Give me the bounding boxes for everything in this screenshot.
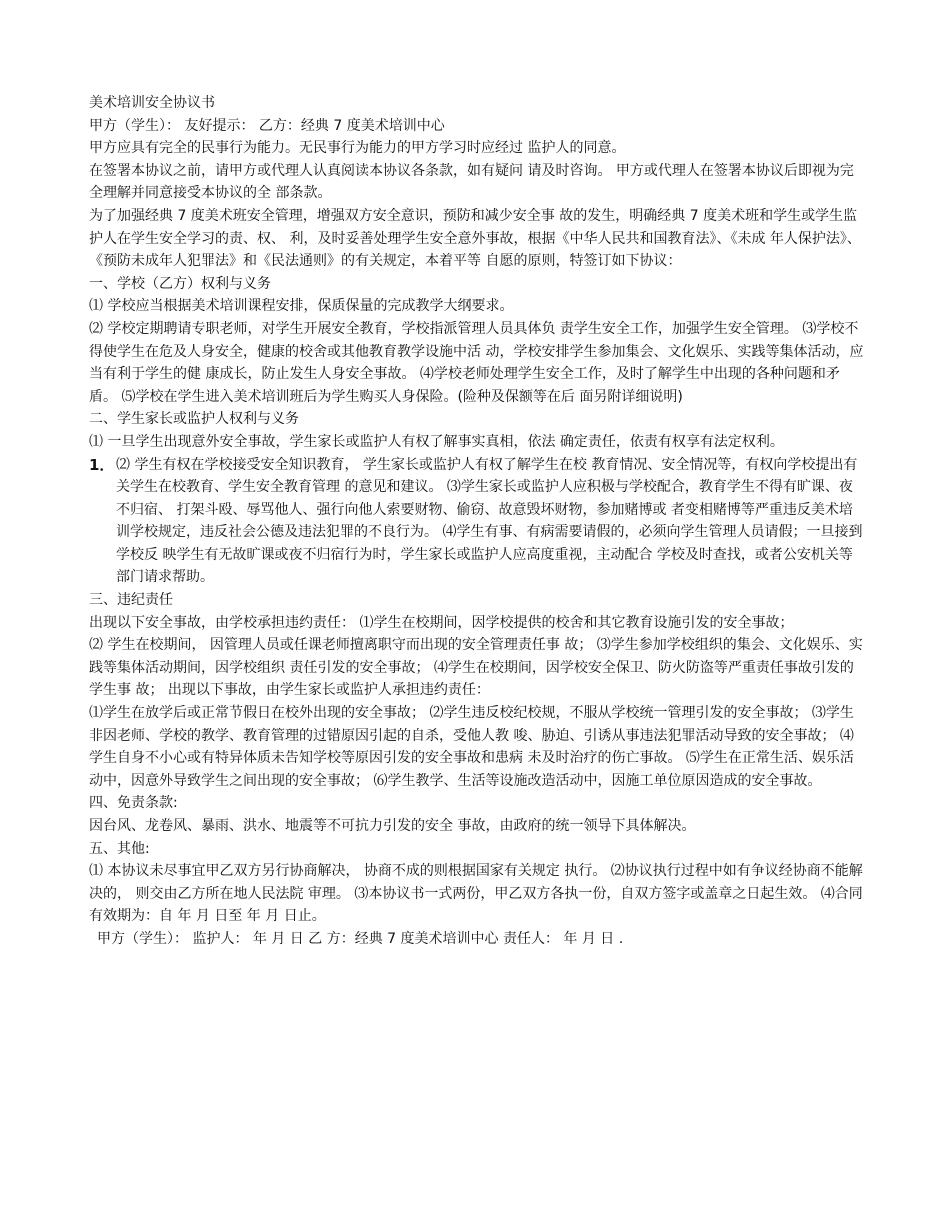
other-items: ⑴ 本协议未尽事宜甲乙双方另行协商解决， 协商不成的则根据国家有关规定 执行。 ⑵协议执行过程中如有争议经协商不能解决的， 则交由乙方所在地人民法院 审理。 ⑶本协议书一式两份，甲乙双方各执一份，自双方签字或盖章之日起生效。 ⑷合同有效期为：自 年 月 日至 年 月 日止。 — [89, 863, 863, 925]
document-title: 美术培训安全协议书 — [89, 95, 215, 111]
signature-line: 甲方（学生）： 监护人： 年 月 日 乙 方：经典 7 度美术培训中心 责任人： 年 月 日 . — [97, 930, 624, 947]
liability-school-items: ⑵ 学生在校期间， 因管理人员或任课老师擅离职守而出现的安全管理责任事 故； ⑶学生参加学校组织的集会、文化娱乐、实践等集体活动期间，因学校组织 责任引发的安全事故； ⑷学生在校期间，因学校安全保卫、防火防盗等严重责任事故引发的学生事 故； 出现以下事故，由学生家长或监护人承担违约责任： — [89, 637, 863, 699]
header-line: 甲方（学生）： 友好提示： 乙方：经典 7 度美术培训中心 — [89, 117, 445, 134]
paragraph-purpose: 为了加强经典 7 度美术班安全管理，增强双方安全意识，预防和减少安全事 故的发生，明确经典 7 度美术班和学生或学生监护人在学生安全学习的责、权、 利，及时妥善处理学生安全意外事故，根据《中华人民共和国教育法》、《未成 年人保护法》、《预防未成年人犯罪法》和《民法通则》的有关规定，本着平等 自愿的原则，特签订如下协议： — [89, 207, 861, 270]
school-items-2-5: ⑵ 学校定期聘请专职老师，对学生开展安全教育，学校指派管理人员具体负 责学生安全工作，加强学生安全管理。 ⑶学校不得使学生在危及人身安全，健康的校舍或其他教育教学设施中活 动，学校安排学生参加集会、文化娱乐、实践等集体活动，应当有利于学生的健 康成长，防止发生人身安全事故。 ⑷学校老师处理学生安全工作，及时了解学生中出现的各种问题和矛盾。 ⑸学校在学生进入美术培训班后为学生购买人身保险。(险种及保额等在后 面另附详细说明) — [89, 320, 864, 405]
liability-intro: 出现以下安全事故，由学校承担违约责任： ⑴学生在校期间，因学校提供的校舍和其它教育设施引发的安全事故； — [89, 614, 794, 631]
section-title-exemption: 四、免责条款: — [89, 795, 178, 812]
parent-item-1: ⑴ 一旦学生出现意外安全事故，学生家长或监护人有权了解事实真相，依法 确定责任，依责有权享有法定权利。 — [89, 433, 784, 450]
school-item-1: ⑴ 学校应当根据美术培训课程安排，保质保量的完成教学大纲要求。 — [89, 298, 514, 315]
section-title-school: 一、学校（乙方）权利与义务 — [89, 275, 271, 292]
list-number: 1． — [89, 455, 115, 474]
liability-parent-items: ⑴学生在放学后或正常节假日在校外出现的安全事故； ⑵学生违反校纪校规，不服从学校统一管理引发的安全事故； ⑶学生非因老师、学校的教学、教育管理的过错原因引起的自杀，受他人教 唆、胁迫、引诱从事违法犯罪活动导致的安全事故； ⑷学生自身不小心或有特异体质未告知学校等原因引发的安全事故和患病 未及时治疗的伤亡事故。 ⑸学生在正常生活、娱乐活动中，因意外导致学生之间出现的安全事故； ⑹学生教学、生活等设施改造活动中，因施工单位原因造成的安全事故。 — [89, 705, 854, 789]
parent-numbered-block — [89, 454, 866, 590]
exemption-text: 因台风、龙卷风、暴雨、洪水、地震等不可抗力引发的安全 事故，由政府的统一领导下具体解决。 — [89, 818, 696, 834]
section-title-liability: 三、违纪责任 — [89, 592, 173, 609]
paragraph-read-notice: 在签署本协议之前，请甲方或代理人认真阅读本协议各条款，如有疑问 请及时咨询。 甲方或代理人在签署本协议后即视为完全理解并同意接受本协议的全 部条款。 — [89, 162, 854, 202]
section-title-parent: 二、学生家长或监护人权利与义务 — [89, 411, 299, 428]
paragraph-capacity: 甲方应具有完全的民事行为能力。无民事行为能力的甲方学习时应经过 监护人的同意。 — [89, 140, 626, 157]
section-title-other: 五、其他: — [89, 840, 150, 857]
parent-items-2-4: ⑵ 学生有权在学校接受安全知识教育， 学生家长或监护人有权了解学生在校 教育情况、安全情况等，有权向学校提出有关学生在校教育、学生安全教育管理 的意见和建议。 ⑶学生家长或监护人应积极与学校配合，教育学生不得有旷课、夜不归宿、 打架斗殴、辱骂他人、强行向他人索要财物、偷窃、故意毁坏财物，参加赌博或 者变相赌博等严重违反美术培训学校规定，违反社会公德及违法犯罪的不良行为。 ⑷学生有事、有病需要请假的，必须向学生管理人员请假；一旦接到学校反 映学生有无故旷课或夜不归宿行为时，学生家长或监护人应高度重视，主动配合 学校及时查找，或者公安机关等部门请求帮助。 — [116, 456, 863, 586]
